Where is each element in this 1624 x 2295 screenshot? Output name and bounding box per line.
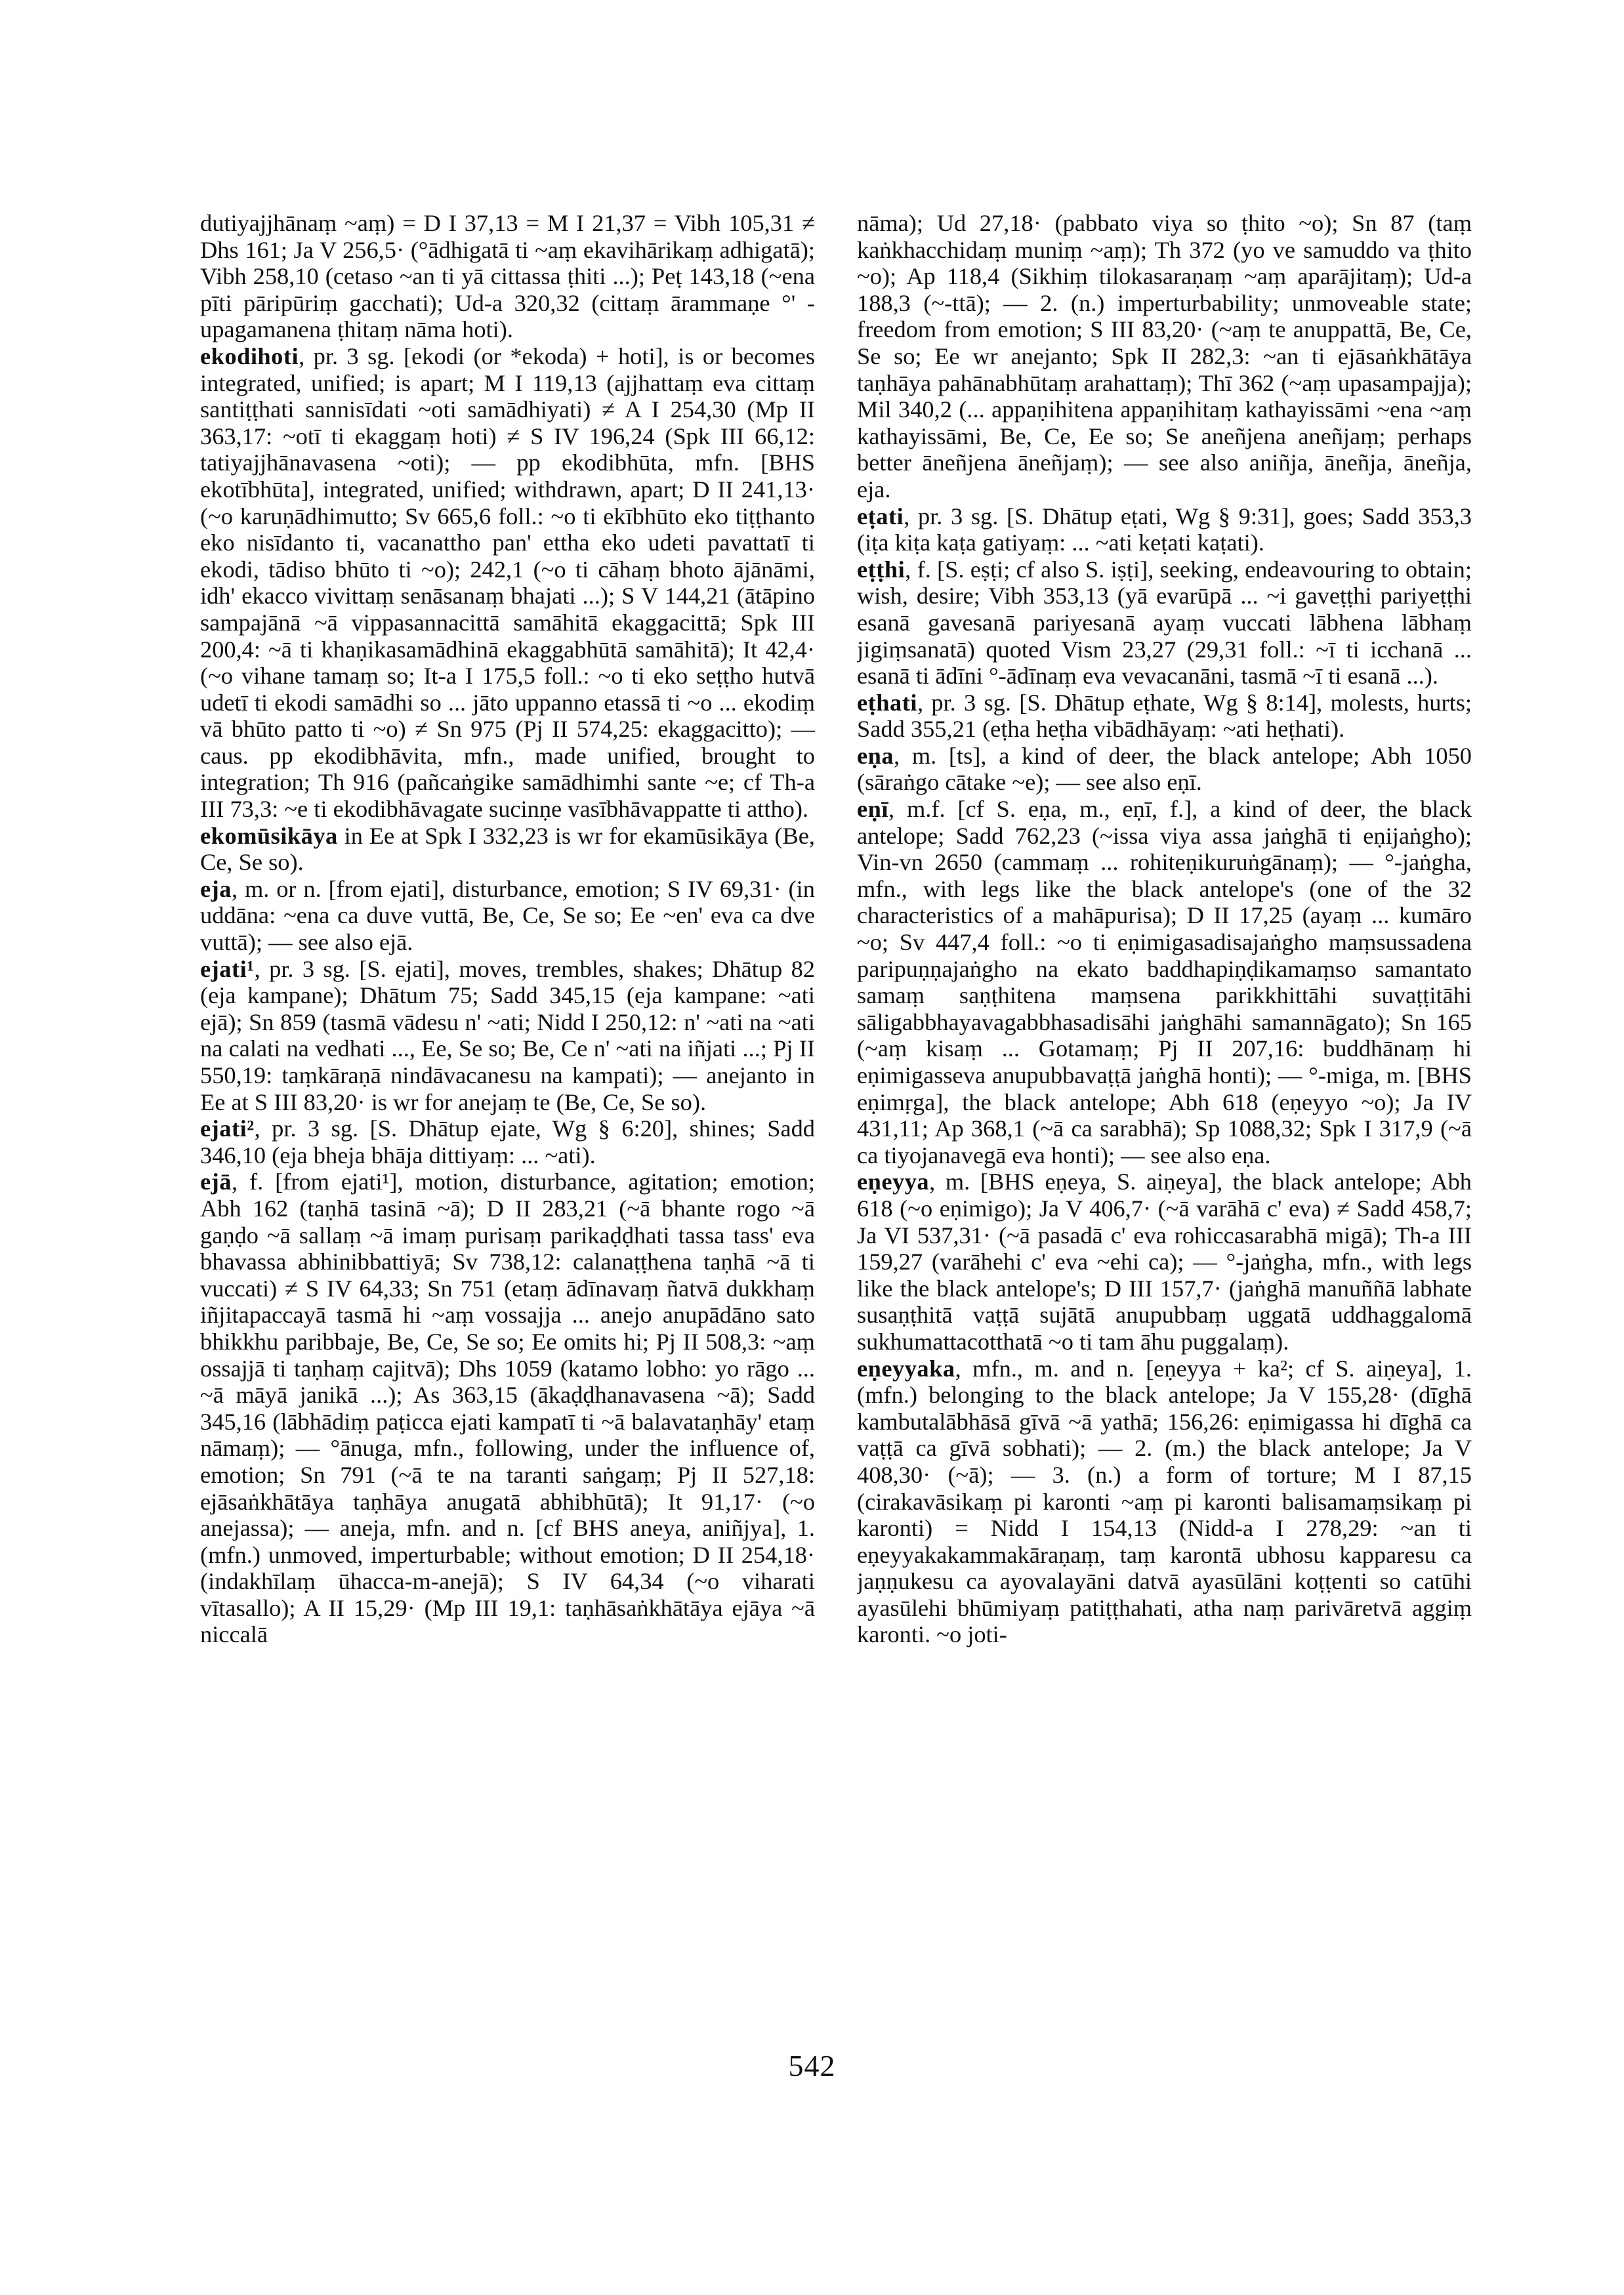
headword: eṭati [857, 503, 904, 529]
entry [857, 556, 1472, 690]
entry [200, 343, 815, 823]
entry [857, 690, 1472, 743]
headword: eṇeyyaka [857, 1355, 955, 1382]
headword: eṭhati [857, 689, 917, 716]
entry-body: , pr. 3 sg. [S. ejati], moves, trembles, shakes; Dhātup 82 (eja kampane); Dhātum 75; Sadd 345,15 (eja kampane: ~ati ejā); Sn 859 (tasmā vādesu n' ~ati; Nidd I 250,12: n' ~ati na ~ati na calati na vedhati ..., Ee, Se so; Be, Ce n' ~ati na iñjati ...; Pj II 550,19: taṃkāraṇā nindāvacanesu na kampati); — anejanto in Ee at S III 83,20· is wr for anejaṃ te (Be, Ce, Se so). [200, 955, 815, 1115]
headword: eṇī [857, 796, 889, 823]
headword: ejati² [200, 1115, 255, 1142]
entry [200, 956, 815, 1116]
page-number: 542 [788, 2049, 836, 2082]
entry-body: , m. [BHS eṇeya, S. aiṇeya], the black antelope; Abh 618 (~o eṇimigo); Ja V 406,7· (~ā varāhā c' eva) ≠ Sadd 458,7; Ja VI 537,31· (~ā pasadā c' eva rohiccasarabhā migā); Th-a III 159,27 (varāhehi c' eva ~ehi ca); — °-jaṅgha, mfn., with legs like the black antelope's; D III 157,7· (jaṅghā manuññā labhate susaṇṭhitā vaṭṭā sujātā anupubbaṃ uggatā uddhaggalomā sukhumattacotthatā ~o ti tam āhu puggalaṃ). [857, 1168, 1472, 1355]
entry-body: , pr. 3 sg. [S. Dhātup ejate, Wg § 6:20], shines; Sadd 346,10 (eja bheja bhāja dittiyaṃ: ... ~ati). [200, 1115, 815, 1168]
entry-body: , f. [from ejati¹], motion, disturbance, agitation; emotion; Abh 162 (taṇhā tasinā ~ā); D II 283,21 (~ā bhante rogo ~ā gaṇḍo ~ā sallaṃ ~ā imaṃ purisaṃ parikaḍḍhati tassa tass' eva bhavassa abhinibbattiyā; Sv 738,12: calanaṭṭhena taṇhā ~ā ti vuccati) ≠ S IV 64,33; Sn 751 (etaṃ ādīnavaṃ ñatvā dukkhaṃ iñjitapaccayā tasmā hi ~aṃ vossajja ... anejo anupādāno sato bhikkhu paribbaje, Be, Ce, Se so; Ee omits hi; Pj II 508,3: ~aṃ ossajjā ti taṇhaṃ cajitvā); Dhs 1059 (katamo lobho: yo rāgo ... ~ā māyā janikā ...); As 363,15 (ākaḍḍhanavasena ~ā); Sadd 345,16 (lābhādiṃ paṭicca ejati kampatī ti ~ā balavataṇhāy' etaṃ nāmaṃ); — °ānuga, mfn., following, under the influence of, emotion; Sn 791 (~ā te na taranti saṅgaṃ; Pj II 527,18: ejāsaṅkhātāya taṇhāya anugatā abhibhūtā); It 91,17· (~o anejassa); — aneja, mfn. and n. [cf BHS aneya, aniñjya], 1. (mfn.) unmoved, imperturbable; without emotion; D II 254,18· (indakhīlaṃ ūhacca-m-anejā); S IV 64,34 (~o viharati vītasallo); A II 15,29· (Mp III 19,1: taṇhāsaṅkhātāya ejāya ~ā niccalā [200, 1168, 815, 1648]
entry-body: , m.f. [cf S. eṇa, m., eṇī, f.], a kind of deer, the black antelope; Sadd 762,23 (~issa viya assa jaṅghā ti eṇijaṅgho); Vin-vn 2650 (cammaṃ ... rohiteṇikuruṅgānaṃ); — °-jaṅgha, mfn., with legs like the black antelope's (one of the 32 characteristics of a mahāpurisa); D II 17,25 (ayaṃ ... kumāro ~o; Sv 447,4 foll.: ~o ti eṇimigasadisajaṅgho maṃsussadena paripuṇṇajaṅgho na ekato baddhapiṇḍikamaṃso samantato samaṃ saṇṭhitena maṃsena parikkhittāhi suvaṭṭitāhi sāligabbhayavagabbhasadisāhi jaṅghāhi samannāgato); Sn 165 (~aṃ kisaṃ ... Gotamaṃ; Pj II 207,16: buddhānaṃ hi eṇimigasseva anupubbavaṭṭā jaṅghā honti); — °-miga, m. [BHS eṇimṛga], the black antelope; Abh 618 (eṇeyyo ~o); Ja IV 431,11; Ap 368,1 (~ā ca sarabhā); Sp 1088,32; Spk I 317,9 (~ā ca tiyojanavegā eva honti); — see also eṇa. [857, 796, 1472, 1168]
entry-body: , pr. 3 sg. [ekodi (or *ekoda) + hoti], is or becomes integrated, unified; is apart; M I 119,13 (ajjhattaṃ eva cittaṃ santiṭṭhati sannisīdati ~oti samādhiyati) ≠ A I 254,30 (Mp II 363,17: ~otī ti ekaggaṃ hoti) ≠ S IV 196,24 (Spk III 66,12: tatiyajjhānavasena ~oti); — pp ekodibhūta, mfn. [BHS ekotībhūta], integrated, unified; withdrawn, apart; D II 241,13· (~o karuṇādhimutto; Sv 665,6 foll.: ~o ti ekībhūto eko tiṭṭhanto eko nisīdanto ti, vacanattho pan' ettha eko udeti pavattatī ti ekodi, tādiso bhūto ti ~o); 242,1 (~o ti cāhaṃ bhoto ājānāmi, idh' ekacco vivittaṃ senāsanaṃ bhajati ...); S V 144,21 (ātāpino sampajānā ~ā vippasannacittā samāhitā ekaggacittā; Spk III 200,4: ~ā ti khaṇikasamādhinā ekaggabhūtā samāhitā); It 42,4· (~o vihane tamaṃ so; It-a I 175,5 foll.: ~o ti eko seṭṭho hutvā udetī ti ekodi samādhi so ... jāto uppanno etassā ti ~o ... ekodiṃ vā bhūto patto ti ~o) ≠ Sn 975 (Pj II 574,25: ekaggacitto); — caus. pp ekodibhāvita, mfn., made unified, brought to integration; Th 916 (pañcaṅgike samādhimhi sante ~e; cf Th-a III 73,3: ~e ti ekodibhāvagate sucinṇe vasībhāvappatte ti attho). [200, 342, 815, 823]
headword: ekomūsikāya [200, 822, 338, 849]
entry [200, 1115, 815, 1168]
entry [200, 823, 815, 876]
headword: eṇa [857, 742, 894, 769]
entry-body: , m. or n. [from ejati], disturbance, emotion; S IV 69,31· (in uddāna: ~ena ca duve vuttā, Be, Ce, Se so; Ee ~en' eva ca dve vuttā); — see also ejā. [200, 875, 815, 956]
entry-body: , pr. 3 sg. [S. Dhātup eṭhate, Wg § 8:14], molests, hurts; Sadd 355,21 (eṭha heṭha vibādhāyaṃ: ~ati heṭhati). [857, 689, 1472, 743]
right-column [857, 210, 1472, 2008]
headword: ejati¹ [200, 955, 255, 982]
entry [200, 1168, 815, 1648]
entry-body: , pr. 3 sg. [S. Dhātup eṭati, Wg § 9:31], goes; Sadd 353,3 (iṭa kiṭa kaṭa gatiyaṃ: ... ~ati keṭati kaṭati). [857, 503, 1472, 556]
entry [857, 503, 1472, 556]
entry-body: in Ee at Spk I 332,23 is wr for ekamūsikāya (Be, Ce, Se so). [200, 822, 815, 876]
left-column [200, 210, 815, 2008]
entry-body: , mfn., m. and n. [eṇeyya + ka²; cf S. aiṇeya], 1. (mfn.) belonging to the black antelope; Ja V 155,28· (dīghā kambutalābhāsā gīvā ~ā yathā; 156,26: eṇimigassa hi dīghā ca vaṭṭā ca gīvā sobhati); — 2. (m.) the black antelope; Ja V 408,30· (~ā); — 3. (n.) a form of torture; M I 87,15 (cirakavāsikaṃ pi karonti ~aṃ pi karonti balisamaṃsikaṃ pi karonti) = Nidd I 154,13 (Nidd-a I 278,29: ~an ti eṇeyyakakammakāraṇaṃ, taṃ karontā ubhosu kapparesu ca jaṇṇukesu ca ayovalayāni datvā ayasūlāni koṭṭenti so catūhi ayasūlehi bhūmiyaṃ patiṭṭhahati, atha naṃ parivāretvā aggiṃ karonti. ~o joti- [857, 1355, 1472, 1648]
entry [857, 1355, 1472, 1649]
entry [857, 1168, 1472, 1355]
entry-continuation: nāma); Ud 27,18· (pabbato viya so ṭhito ~o); Sn 87 (taṃ kaṅkhacchidaṃ muniṃ ~aṃ); Th 372 (yo ve samuddo va ṭhito ~o); Ap 118,4 (Sikhiṃ tilokasaraṇaṃ ~aṃ aparājitaṃ); Ud-a 188,3 (~-ttā); — 2. (n.) imperturbability; unmoveable state; freedom from emotion; S III 83,20· (~aṃ te anuppattā, Be, Ce, Se so; Ee wr anejanto; Spk II 282,3: ~an ti ejāsaṅkhātāya taṇhāya pahānabhūtaṃ arahattaṃ); Thī 362 (~aṃ upasampajja); Mil 340,2 (... appaṇihitena appaṇihitaṃ kathayissāmi ~ena ~aṃ kathayissāmi, Be, Ce, Ee so; Se aneñjena aneñjaṃ; perhaps better āneñjena āneñjaṃ); — see also aniñja, āneñja, āneñja, eja. [857, 210, 1472, 503]
headword: ekodihoti [200, 342, 299, 369]
headword: eṇeyya [857, 1168, 930, 1195]
entry-body: , f. [S. eṣṭi; cf also S. iṣṭi], seeking, endeavouring to obtain; wish, desire; Vibh 353,13 (yā evarūpā ... ~i gaveṭṭhi pariyeṭṭhi esanā gavesanā pariyesanā ayaṃ vuccati lābhena lābhaṃ jigiṃsanatā) quoted Vism 23,27 (29,31 foll.: ~ī ti icchanā ... esanā ti ādīni °-ādīnaṃ eva vevacanāni, tasmā ~ī ti esanā ...). [857, 556, 1472, 690]
entry-continuation: dutiyajjhānaṃ ~aṃ) = D I 37,13 = M I 21,37 = Vibh 105,31 ≠ Dhs 161; Ja V 256,5· (°ādhigatā ti ~aṃ ekavihārikaṃ adhigatā); Vibh 258,10 (cetaso ~an ti yā cittassa ṭhiti ...); Peṭ 143,18 (~ena pīti pāripūriṃ gacchati); Ud-a 320,32 (cittaṃ ārammaṇe °' -upagamanena ṭhitaṃ nāma hoti). [200, 210, 815, 343]
headword: eṭṭhi [857, 556, 906, 583]
headword: eja [200, 875, 232, 902]
entry [200, 876, 815, 956]
headword: ejā [200, 1168, 232, 1195]
entry-body: , m. [ts], a kind of deer, the black antelope; Abh 1050 (sāraṅgo cātake ~e); — see also eṇī. [857, 742, 1472, 796]
entry [857, 743, 1472, 796]
entry [857, 796, 1472, 1168]
